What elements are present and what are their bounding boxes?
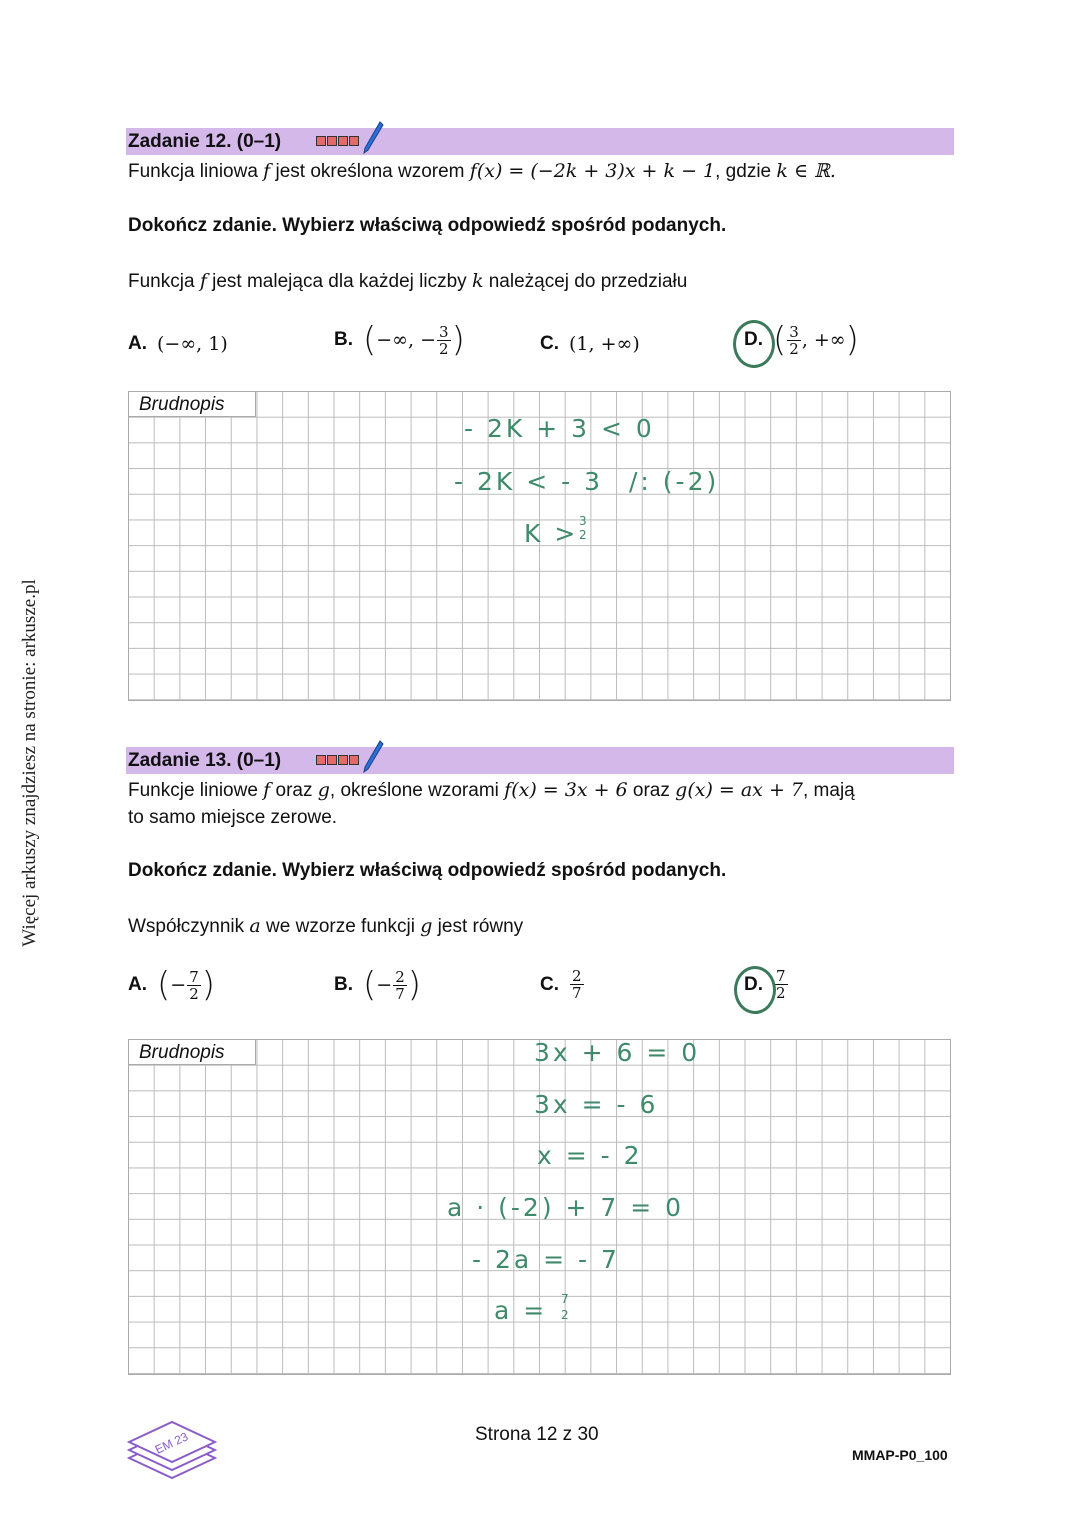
task12-scratchpad[interactable] <box>128 391 951 701</box>
task13-header <box>126 747 954 774</box>
hw-line: a = <box>494 1296 548 1325</box>
task12-title: Zadanie 12. (0–1) <box>128 131 282 152</box>
answer-circle-d <box>733 320 775 368</box>
side-note: Więcej arkuszy znajdziesz na stronie: arkusze.pl <box>19 579 40 947</box>
score-boxes <box>316 136 359 146</box>
exam-code: MMAP-P0_100 <box>852 1447 948 1463</box>
hw-line: - 2K + 3 < 0 <box>464 414 655 443</box>
task13-option-d[interactable]: D. $\frac{7}{2}$ <box>744 967 786 1002</box>
scratchpad-label: Brudnopis <box>129 1040 256 1065</box>
hw-line: 2 <box>561 1308 569 1322</box>
hw-line: /: (-2) <box>629 467 720 496</box>
pen-icon <box>362 739 384 775</box>
task12-option-a[interactable]: A. (−∞, 1) <box>128 333 228 355</box>
hw-line: 3x = - 6 <box>534 1090 659 1119</box>
scratchpad-label: Brudnopis <box>129 392 256 417</box>
hw-line: - 2a = - 7 <box>472 1245 620 1274</box>
task12-instruction: Dokończ zdanie. Wybierz właściwą odpowiedź spośród podanych. <box>128 215 727 236</box>
page-number: Strona 12 z 30 <box>475 1424 599 1445</box>
hw-line: - 2K < - 3 <box>454 467 603 496</box>
task12-header <box>126 128 954 155</box>
hw-line: 2 <box>579 528 587 542</box>
task12-option-b[interactable]: B. ( −∞, − $\frac{3}{2}$ ) <box>334 320 465 360</box>
answer-circle-d <box>734 966 776 1014</box>
hw-line: a · (-2) + 7 = 0 <box>447 1193 685 1222</box>
task12-stem: Funkcja f jest malejąca dla każdej liczby k należącej do przedziału <box>128 270 688 292</box>
task13-instruction: Dokończ zdanie. Wybierz właściwą odpowiedź spośród podanych. <box>128 860 727 881</box>
task13-statement: Funkcje liniowe f oraz g, określone wzorami f(x) = 3x + 6 oraz g(x) = ax + 7, mają <box>128 779 855 801</box>
hw-line: x = - 2 <box>537 1141 643 1170</box>
task12-statement: Funkcja liniowa f jest określona wzorem f(x) = (−2k + 3)x + k − 1, gdzie k ∈ ℝ. <box>128 160 836 182</box>
task12-option-c[interactable]: C. (1, +∞) <box>540 333 640 355</box>
hw-line: 7 <box>561 1292 569 1306</box>
logo-text: EM 23 <box>152 1429 191 1457</box>
hw-line: 3x + 6 = 0 <box>534 1038 701 1067</box>
task13-stem: Współczynnik a we wzorze funkcji g jest równy <box>128 915 524 937</box>
task13-statement-line2: to samo miejsce zerowe. <box>128 807 338 828</box>
task13-scratchpad[interactable] <box>128 1039 951 1375</box>
logo-icon <box>127 1420 217 1484</box>
task13-option-c[interactable]: C. $\frac{2}{7}$ <box>540 967 582 1002</box>
task13-option-b[interactable]: B. ( − $\frac{2}{7}$ ) <box>334 965 421 1005</box>
task13-title: Zadanie 13. (0–1) <box>128 750 282 771</box>
task12-option-d[interactable]: D. ( $\frac{3}{2}$ , +∞ ) <box>744 320 859 360</box>
pen-icon <box>362 120 384 156</box>
score-boxes <box>316 755 359 765</box>
hw-line: K > <box>524 519 579 548</box>
hw-line: 3 <box>579 514 587 528</box>
task13-option-a[interactable]: A. ( − $\frac{7}{2}$ ) <box>128 965 215 1005</box>
